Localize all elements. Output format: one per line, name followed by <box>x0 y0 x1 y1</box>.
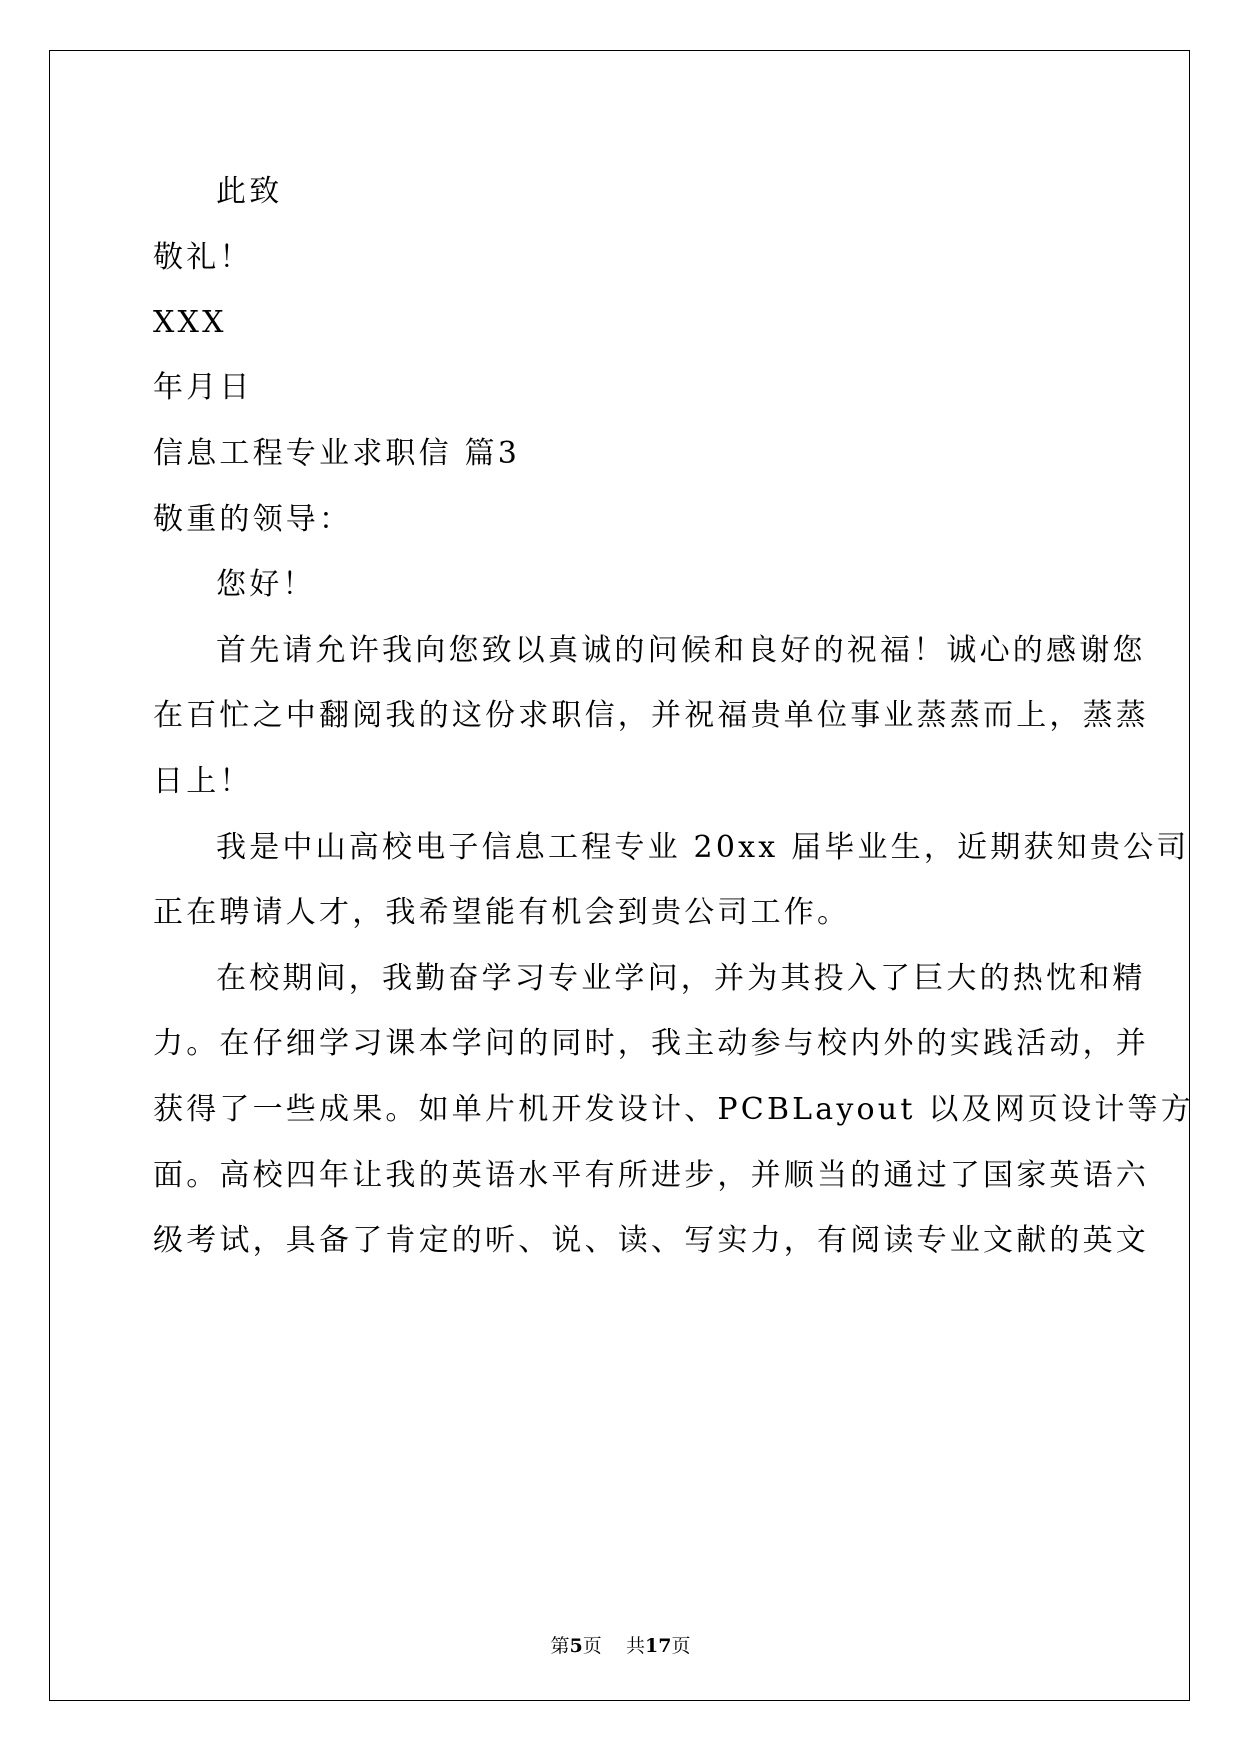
footer-page-total: 17 <box>644 1635 672 1657</box>
footer-page-current: 5 <box>569 1635 583 1657</box>
paragraph-line: 首先请允许我向您致以真诚的问候和良好的祝福！诚心的感谢您 <box>216 633 1146 668</box>
date-line: 年月日 <box>153 370 253 405</box>
letter-hello: 您好！ <box>216 567 316 602</box>
paragraph-line: 力。在仔细学习课本学问的同时，我主动参与校内外的实践活动，并 <box>153 1026 1149 1061</box>
paragraph-line: 在百忙之中翻阅我的这份求职信，并祝福贵单位事业蒸蒸而上，蒸蒸 <box>153 698 1149 733</box>
closing-salutation: 此致 <box>216 174 283 209</box>
paragraph-line: 日上！ <box>153 764 253 799</box>
paragraph-line: 我是中山高校电子信息工程专业 20xx 届毕业生，近期获知贵公司 <box>216 830 1190 865</box>
footer-total-prefix: 共 <box>625 1635 645 1657</box>
page-border <box>49 50 1194 1701</box>
paragraph-line: 在校期间，我勤奋学习专业学问，并为其投入了巨大的热忱和精 <box>216 961 1146 996</box>
footer-page-suffix: 页 <box>582 1635 602 1657</box>
paragraph-line: 面。高校四年让我的英语水平有所进步，并顺当的通过了国家英语六 <box>153 1158 1149 1193</box>
paragraph-line: 获得了一些成果。如单片机开发设计、PCBLayout 以及网页设计等方 <box>153 1092 1194 1127</box>
letter-greeting: 敬重的领导： <box>153 502 353 537</box>
paragraph-line: 级考试，具备了肯定的听、说、读、写实力，有阅读专业文献的英文 <box>153 1223 1149 1258</box>
closing-regards: 敬礼！ <box>153 240 253 275</box>
footer-page-prefix: 第 <box>550 1635 570 1657</box>
paragraph-line: 正在聘请人才，我希望能有机会到贵公司工作。 <box>153 895 851 930</box>
signature: XXX <box>153 305 227 340</box>
section-title: 信息工程专业求职信 篇3 <box>153 436 521 471</box>
page-footer <box>0 1634 1241 1658</box>
footer-total-suffix: 页 <box>671 1635 691 1657</box>
